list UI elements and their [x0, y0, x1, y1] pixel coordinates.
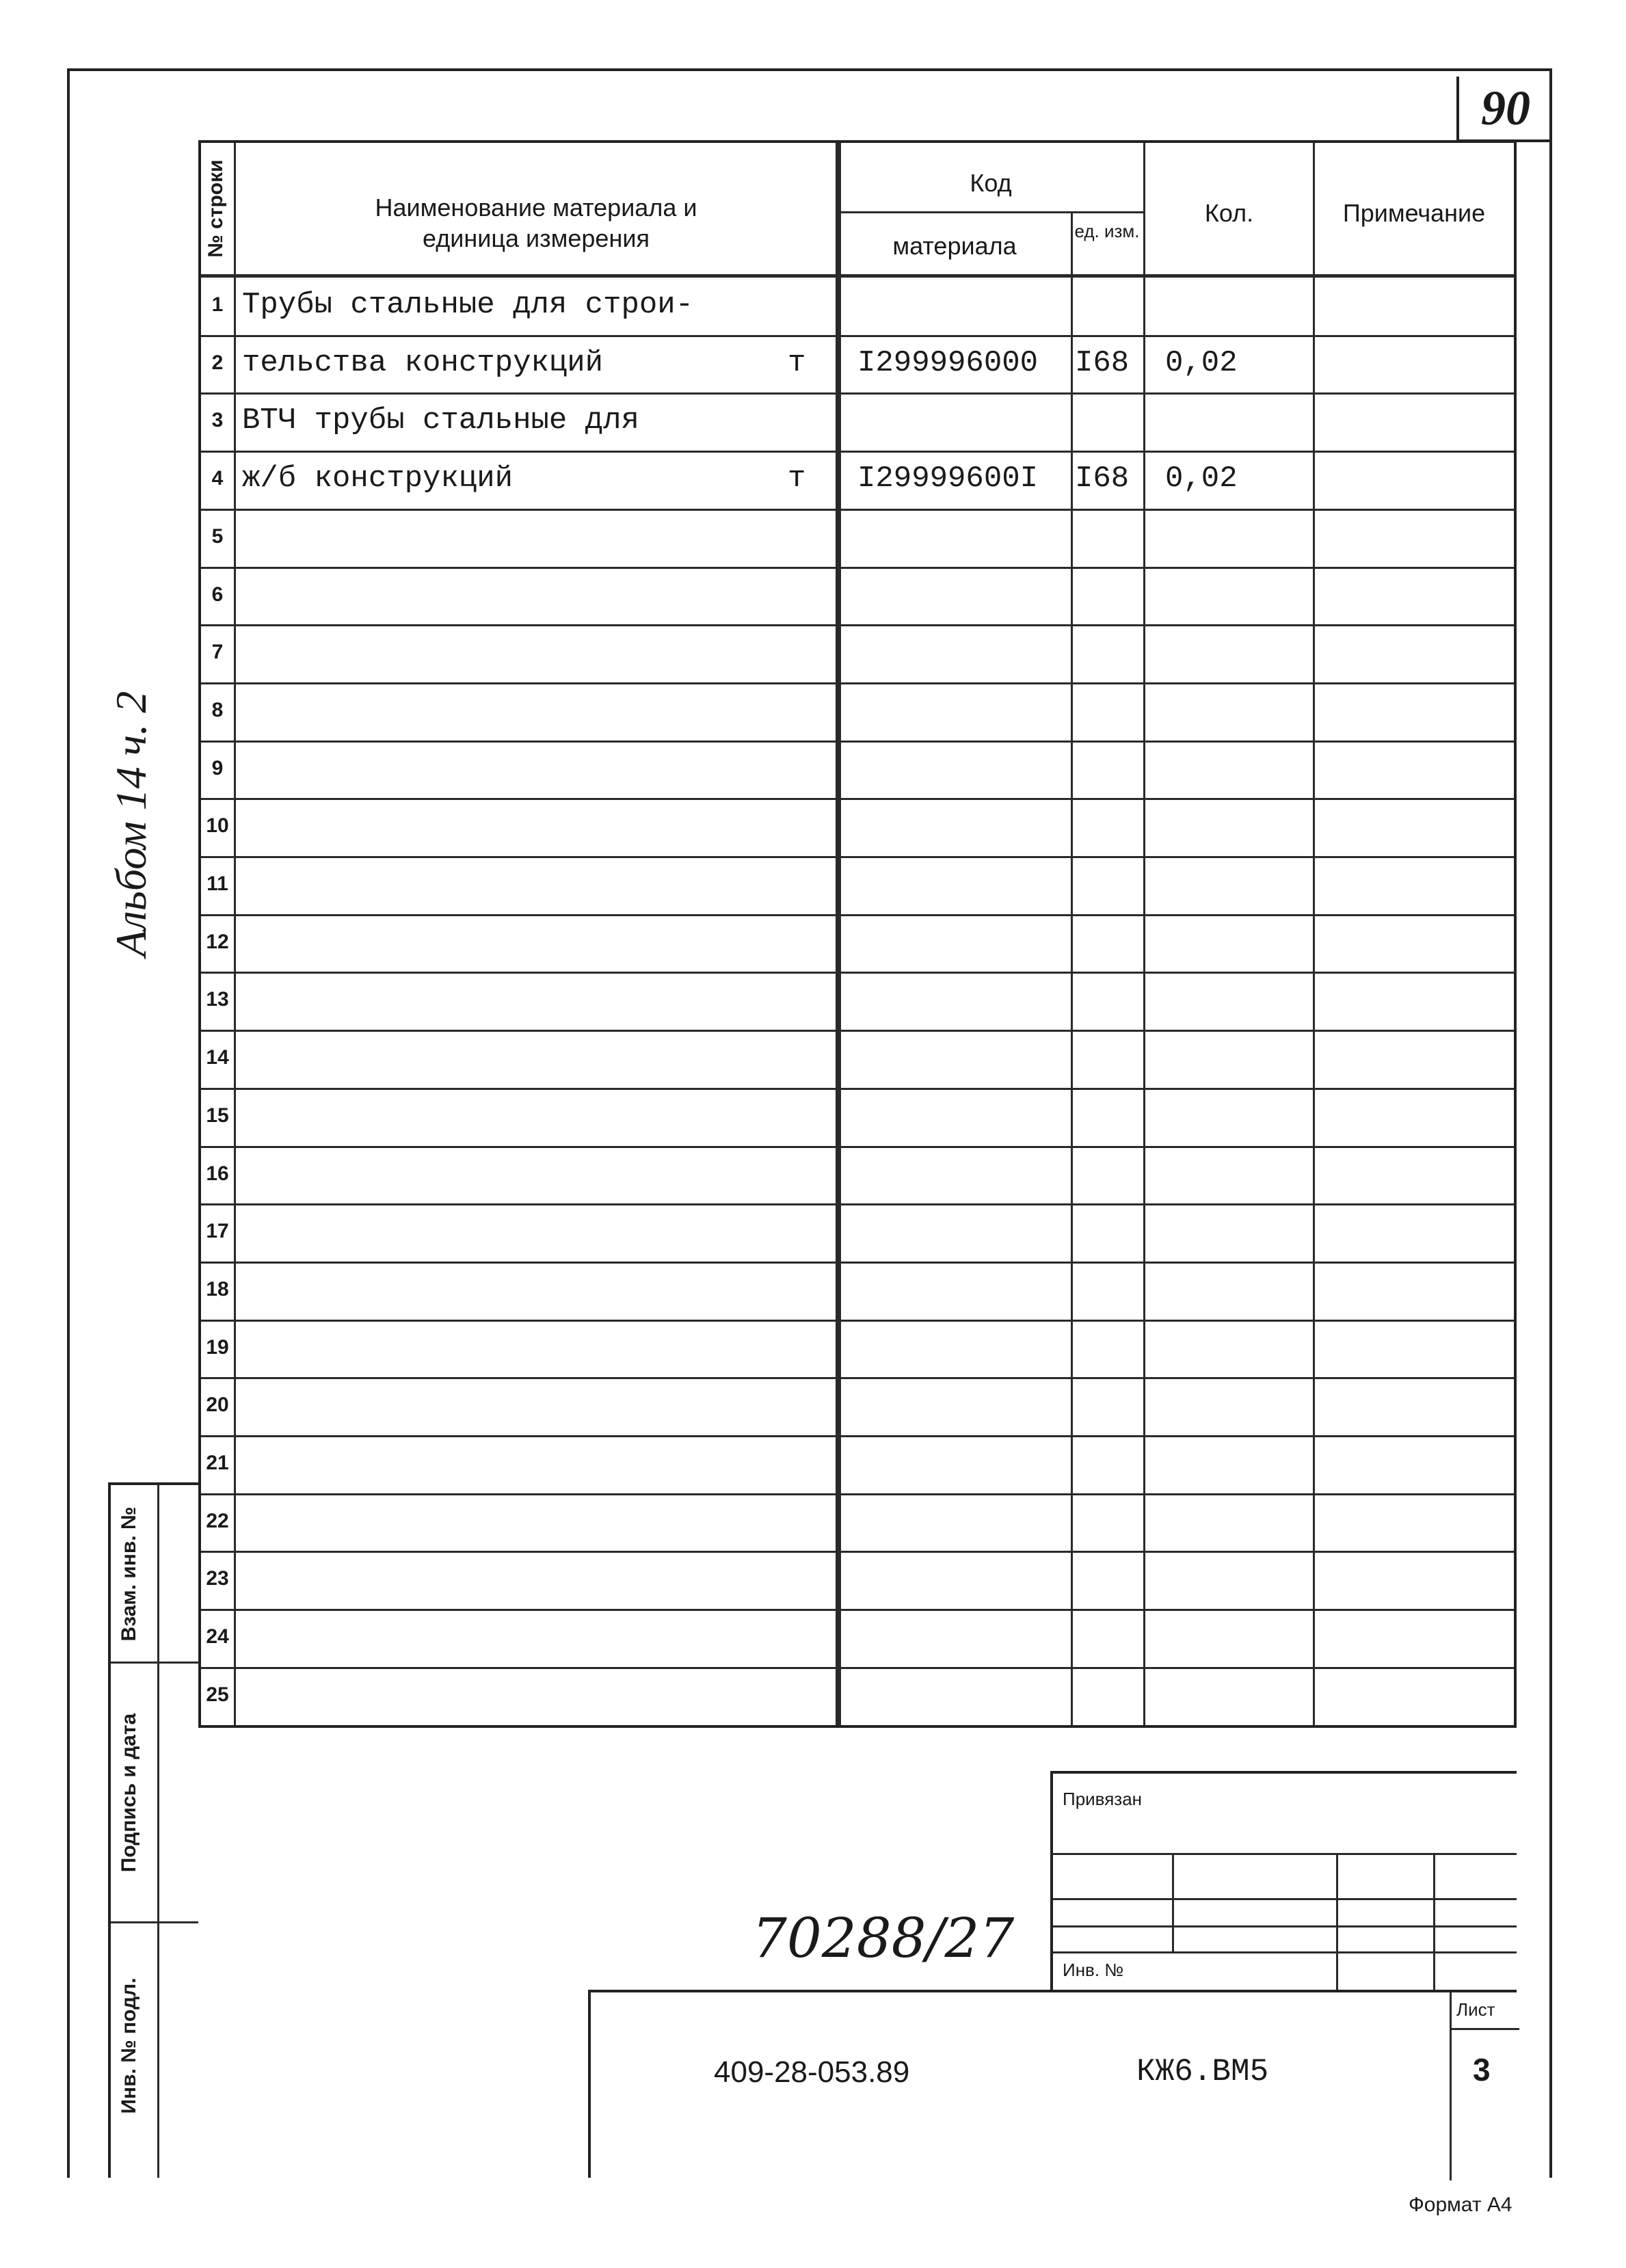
quantity: 0,02: [1165, 462, 1238, 496]
header-note: Примечание: [1342, 199, 1486, 227]
row-number: 24: [206, 1625, 229, 1649]
header-code-unit: ед. изм.: [1074, 221, 1140, 241]
row-number: 10: [206, 814, 229, 838]
row-separator: [201, 509, 1514, 511]
row-separator: [201, 1551, 1514, 1553]
row-separator: [201, 1088, 1514, 1090]
sheet-number: 90: [1456, 77, 1552, 142]
side-stamp: [108, 1482, 198, 2178]
list-value: 3: [1473, 2052, 1491, 2087]
row-separator: [201, 1435, 1514, 1437]
material-name: тельства конструкций: [242, 345, 604, 380]
row-number: 4: [211, 467, 224, 490]
material-name: ж/б конструкций: [242, 462, 514, 496]
doc-code: 409-28-053.89: [714, 2055, 910, 2089]
unit-code: I68: [1075, 462, 1130, 496]
format-label: Формат А4: [1409, 2193, 1512, 2216]
row-separator: [201, 741, 1514, 743]
row-separator: [201, 682, 1514, 684]
row-number: 19: [206, 1335, 229, 1359]
unit-symbol: т: [788, 345, 806, 380]
row-number: 8: [211, 698, 224, 721]
row-separator: [201, 1377, 1514, 1379]
row-separator: [201, 1030, 1514, 1032]
row-number: 12: [206, 930, 229, 953]
material-name: ВТЧ трубы стальные для: [242, 403, 639, 438]
material-name: Трубы стальные для строи-: [242, 288, 694, 322]
row-number: 7: [211, 641, 224, 664]
header-qty: Кол.: [1204, 199, 1254, 227]
row-number: 6: [211, 583, 224, 606]
unit-symbol: т: [788, 462, 806, 496]
handwritten-number: 70288/27: [752, 1906, 1015, 1970]
row-separator: [201, 1493, 1514, 1495]
row-number: 11: [206, 872, 228, 895]
row-number: 17: [206, 1220, 229, 1243]
row-separator: [201, 1320, 1514, 1322]
stamp-sign-date: Подпись и дата: [118, 1713, 140, 1873]
row-separator: [201, 1203, 1514, 1205]
row-separator: [201, 856, 1514, 858]
list-label: Лист: [1456, 1999, 1495, 2020]
header-code: Код: [970, 169, 1012, 197]
row-number: 14: [206, 1046, 229, 1069]
header-row-no: № строки: [204, 159, 227, 258]
row-separator: [201, 798, 1514, 800]
row-number: 13: [206, 988, 229, 1011]
row-number: 20: [206, 1393, 229, 1417]
row-separator: [201, 335, 1514, 337]
header-code-material: материала: [892, 232, 1017, 260]
row-number: 22: [206, 1509, 229, 1532]
unit-code: I68: [1075, 345, 1130, 380]
title-block: [588, 1771, 1517, 2178]
row-number: 18: [206, 1277, 229, 1300]
row-separator: [201, 1146, 1514, 1148]
row-number: 21: [206, 1452, 229, 1474]
row-separator: [201, 1262, 1514, 1264]
row-separator: [201, 567, 1514, 569]
row-separator: [201, 392, 1514, 395]
row-number: 23: [206, 1567, 229, 1590]
row-number: 25: [206, 1683, 229, 1706]
stamp-inv-podl: Инв. № подл.: [118, 1977, 140, 2114]
materials-table: [198, 140, 1517, 1728]
drawing-code: КЖ6.ВМ5: [1136, 2054, 1269, 2090]
row-number: 5: [211, 524, 224, 548]
row-separator: [201, 1609, 1514, 1611]
margin-note: Альбом 14 ч. 2: [107, 691, 155, 957]
material-code: I29999600I: [857, 462, 1039, 496]
header-name: Наименование материала и единица измерения: [375, 194, 697, 252]
row-separator: [201, 451, 1514, 453]
row-number: 1: [211, 293, 224, 316]
row-number: 16: [206, 1162, 229, 1185]
row-separator: [201, 972, 1514, 974]
inv-no-label: Инв. №: [1063, 1960, 1124, 1980]
row-number: 9: [211, 756, 224, 779]
row-number: 2: [211, 351, 224, 374]
privyazan-label: Привязан: [1063, 1789, 1143, 1809]
stamp-inv-vzam: Взам. инв. №: [118, 1506, 140, 1642]
row-separator: [201, 624, 1514, 626]
row-number: 15: [206, 1104, 229, 1127]
quantity: 0,02: [1165, 345, 1238, 380]
material-code: I299996000: [857, 345, 1039, 380]
row-separator: [201, 914, 1514, 916]
row-separator: [201, 1667, 1514, 1669]
row-number: 3: [211, 409, 224, 432]
